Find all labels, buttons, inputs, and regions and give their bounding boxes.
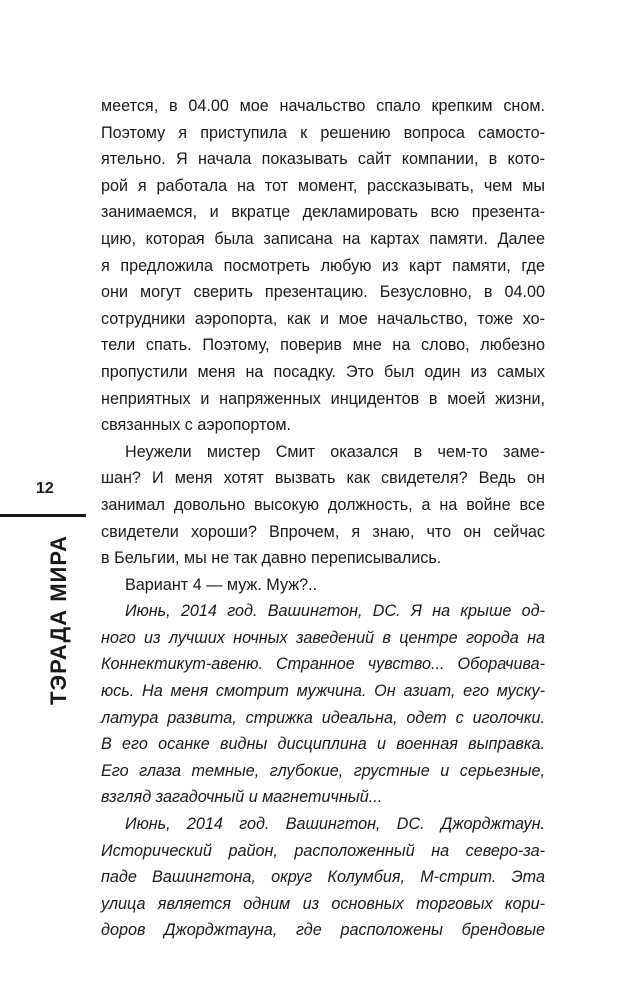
- text-line: Поэтому я приступила к решению вопроса самосто-: [101, 123, 545, 142]
- text-line: В его осанке видны дисциплина и военная выправка.: [101, 735, 545, 754]
- text-line: Неужели мистер Смит оказался в чем-то заме-: [125, 442, 545, 461]
- page-number: 12: [36, 480, 54, 497]
- text-line: связанных с аэропортом.: [101, 416, 291, 435]
- text-line: Коннектикут-авеню. Странное чувство... Оборачива-: [101, 655, 545, 674]
- text-line: доров Джорджтауна, где расположены брендовые: [101, 921, 545, 940]
- text-line: занимаемся, и вкратце декламировать всю презента-: [101, 203, 545, 222]
- text-line: взгляд загадочный и магнетичный...: [101, 788, 383, 807]
- text-line: меется, в 04.00 мое начальство спало крепким сном.: [101, 97, 545, 115]
- text-line: пропустили меня на посадку. Это был один из самых: [101, 362, 545, 381]
- text-line: Его глаза темные, глубокие, грустные и серьезные,: [101, 761, 545, 780]
- text-line: латура развита, стрижка идеальна, одет с иголочки.: [101, 708, 545, 727]
- text-line: занимал довольно высокую должность, а на войне все: [101, 495, 545, 514]
- text-line: паде Вашингтона, округ Колумбия, М-стрит. Эта: [101, 868, 545, 887]
- text-line: я предложила посмотреть любую из карт памяти, где: [101, 256, 545, 275]
- text-line: улица является одним из основных торговых кори-: [101, 894, 545, 913]
- text-line: юсь. На меня смотрит мужчина. Он азиат, его муску-: [101, 682, 545, 701]
- text-line: свидетели хороши? Впрочем, я знаю, что он сейчас: [101, 522, 545, 541]
- book-text: [101, 93, 545, 944]
- text-line: в Бельгии, мы не так давно переписывались.: [101, 549, 442, 568]
- text-line: тели спать. Поэтому, поверив мне на слово, любезно: [101, 336, 545, 355]
- side-rule: [0, 514, 86, 517]
- text-line: Июнь, 2014 год. Вашингтон, DC. Я на крыше од-: [125, 602, 545, 621]
- text-line: шан? И меня хотят вызвать как свидетеля? Ведь он: [101, 469, 545, 488]
- running-title-text: ТЭРАДА МИРА: [46, 535, 71, 705]
- text-line: неприятных и напряженных инцидентов в моей жизни,: [101, 389, 545, 408]
- text-line: они могут сверить презентацию. Безусловно, в 04.00: [101, 283, 545, 302]
- text-line: Вариант 4 — муж. Муж?..: [125, 575, 318, 594]
- text-line: рой я работала на тот момент, рассказывать, чем мы: [101, 176, 545, 195]
- text-line: Исторический район, расположенный на северо-за-: [101, 841, 545, 860]
- running-title: [44, 535, 74, 705]
- text-line: ного из лучших ночных заведений в центре города на: [101, 628, 545, 647]
- text-line: ятельно. Я начала показывать сайт компании, в кото-: [101, 150, 545, 169]
- text-line: цию, которая была записана на картах памяти. Далее: [101, 229, 545, 248]
- text-line: Июнь, 2014 год. Вашингтон, DC. Джорджтаун.: [125, 815, 545, 834]
- text-line: сотрудники аэропорта, как и мое начальство, тоже хо-: [101, 309, 545, 328]
